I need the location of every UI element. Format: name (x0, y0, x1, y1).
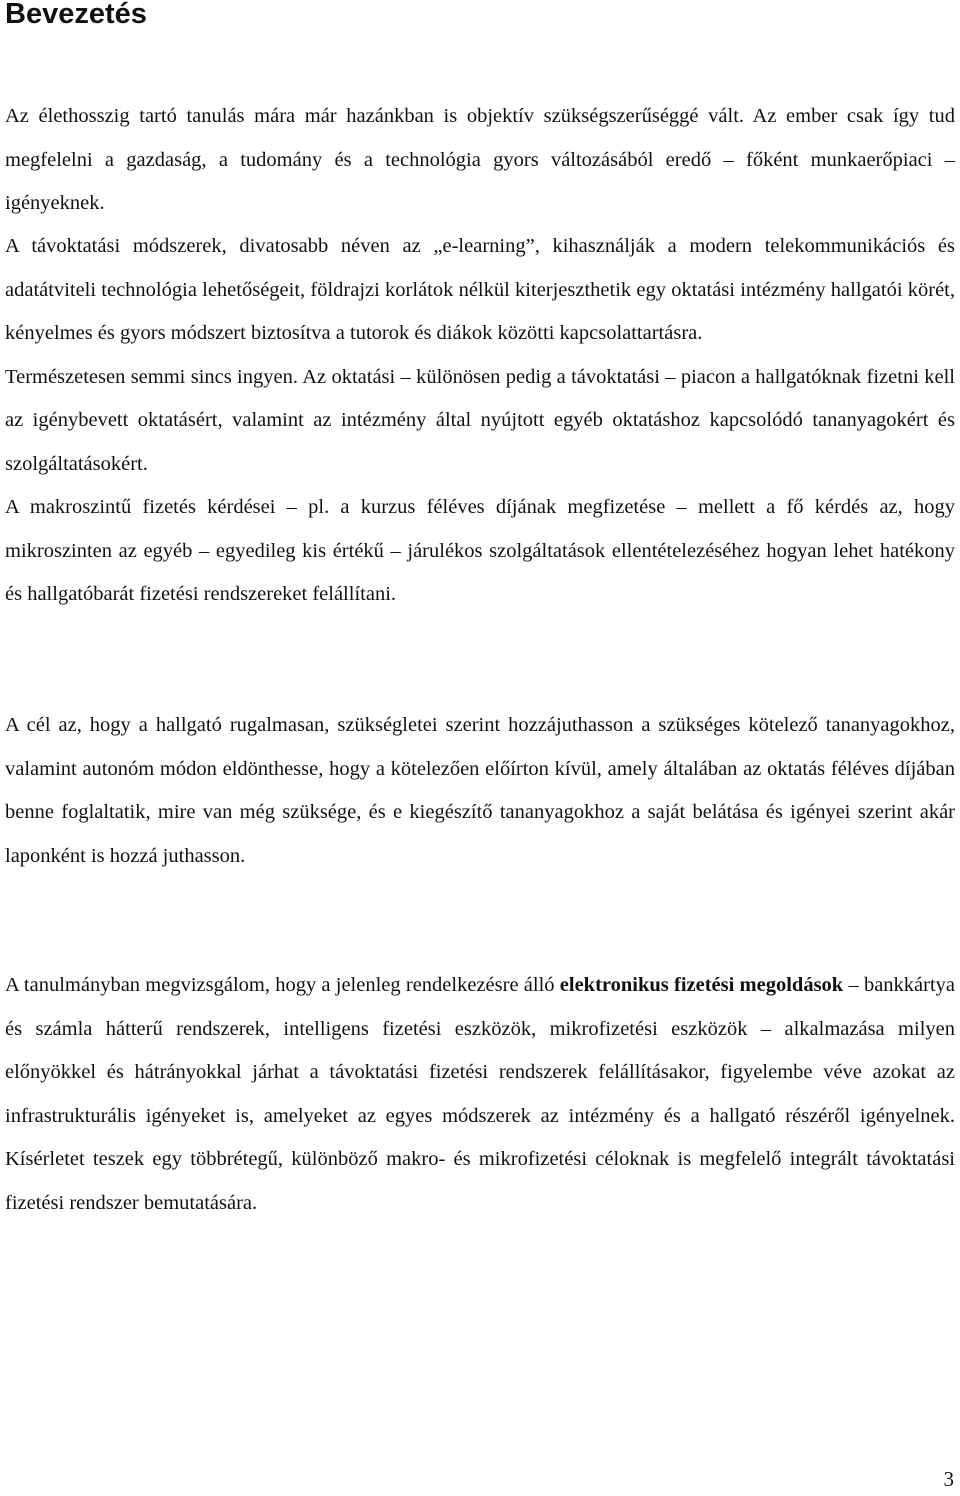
paragraph-study-scope (5, 964, 955, 1225)
study-intro-text: A tanulmányban megvizsgálom, hogy a jelenleg rendelkezésre álló (5, 974, 555, 996)
sentence-e-learning: A távoktatási módszerek, divatosabb néven az „e-learning”, kihasználják a modern telekommunikációs és adatátviteli technológia lehetőségeit, földrajzi korlátok nélkül kiterjeszthetik egy oktatási intézmény hallgatói körét, kényelmes és gyors módszert biztosítva a tutorok és diákok közötti kapcsolattartásra. (5, 235, 955, 344)
study-details-text: – bankkártya és számla hátterű rendszerek, intelligens fizetési eszközök, mikrofizetési eszközök – alkalmazása milyen előnyökkel és hátrányokkal járhat a távoktatási fizetési rendszerek felállításakor, figyelembe véve azokat az infrastrukturális igényeket is, amelyeket az egyes módszerek az intézmény és a hallgató részéről igényelnek. Kísérletet teszek egy többrétegű, különböző makro- és mikrofizetési céloknak is megfelelő integrált távoktatási fizetési rendszer bemutatására. (5, 974, 956, 1214)
sentence-nothing-free: Természetesen semmi sincs ingyen. (5, 365, 298, 388)
page-number: 3 (943, 1467, 954, 1491)
paragraph-lifelong-learning: Az élethosszig tartó tanulás mára már hazánkban is objektív szükségszerűséggé vált. Az ember csak így tud megfelelni a gazdaság, a tudomány és a technológia gyors változásából eredő – főként munkaerőpiaci – igényeknek. (5, 105, 955, 214)
page-heading: Bevezetés (5, 0, 147, 30)
sentence-students-pay: Az oktatási – különösen pedig a távoktatási – piacon a hallgatóknak fizetni kell az igénybevett oktatásért, valamint az intézmény által nyújtott egyéb oktatáshoz kapcsolódó tananyagokért és szolgáltatásokért. (5, 365, 955, 475)
bold-term-electronic-payment: elektronikus fizetési megoldások (559, 974, 844, 996)
paragraph-distance-learning (5, 225, 955, 617)
sentence-macro-micro: A makroszintű fizetés kérdései – pl. a kurzus féléves díjának megfizetése – mellett a fő kérdés az, hogy mikroszinten az egyéb – egyedileg kis értékű – járulékos szolgáltatások ellentételezéséhez hogyan lehet hatékony és hallgatóbarát fizetési rendszereket felállítani. (5, 496, 955, 605)
paragraph-goal: A cél az, hogy a hallgató rugalmasan, szükségletei szerint hozzájuthasson a szükséges kötelező tananyagokhoz, valamint autonóm módon eldönthesse, hogy a kötelezően előírton kívül, amely általában az oktatás féléves díjában benne foglaltatik, mire van még szüksége, és e kiegészítő tananyagokhoz a saját belátása és igényei szerint akár laponként is hozzá juthasson. (5, 714, 955, 867)
